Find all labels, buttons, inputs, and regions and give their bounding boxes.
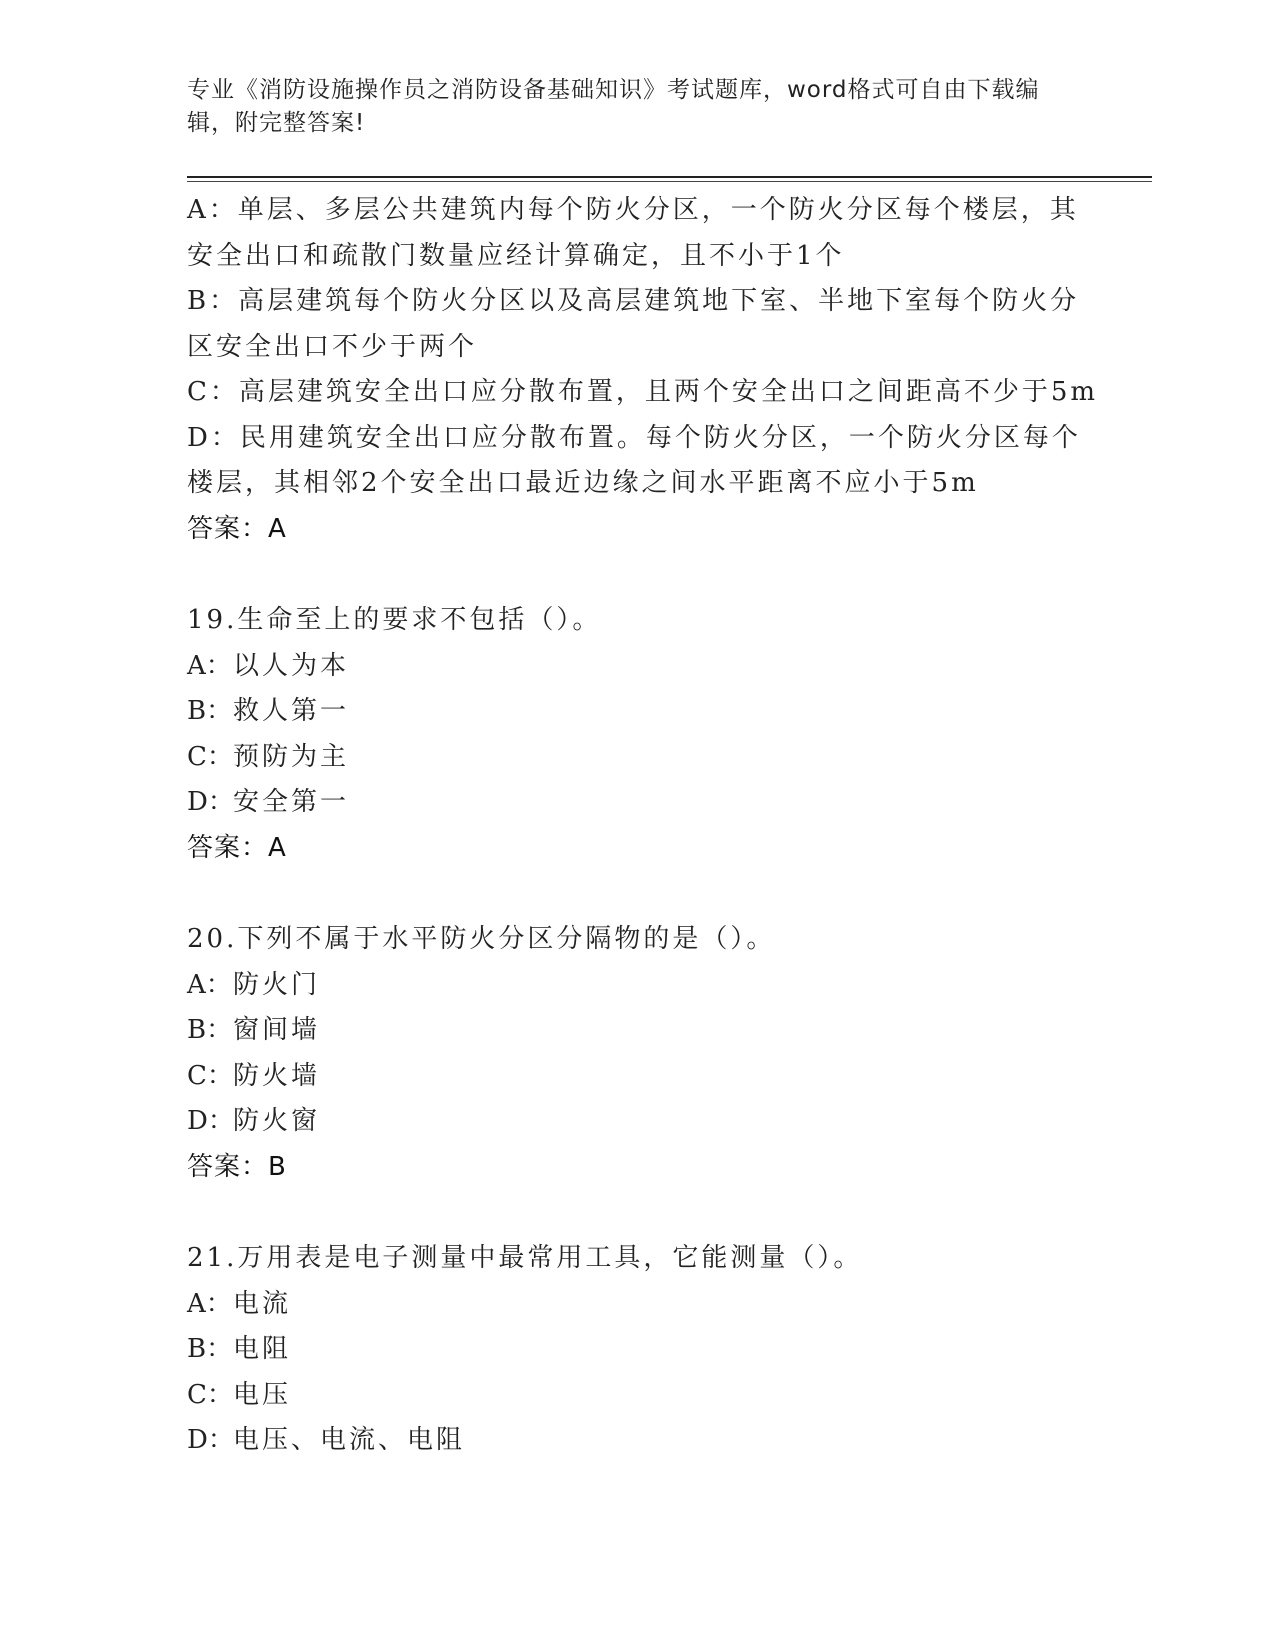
option-text: 电阻 — [233, 1334, 292, 1364]
question-text: 21.万用表是电子测量中最常用工具，它能测量（）。 — [187, 1243, 863, 1273]
option-letter: B： — [187, 1015, 233, 1045]
header-line-2: 辑，附完整答案! — [187, 110, 366, 136]
question-text: 20.下列不属于水平防火分区分隔物的是（）。 — [187, 924, 776, 954]
option-text: 预防为主 — [233, 741, 350, 772]
answer-text: 答案：A — [187, 832, 287, 863]
option-text: 电压 — [233, 1379, 292, 1410]
option-line: C：高层建筑安全出口应分散布置，且两个安全出口之间距高不少于5m — [187, 377, 1099, 407]
option-d — [187, 1099, 1087, 1145]
option-letter: B： — [187, 696, 233, 726]
option-letter: B： — [187, 1334, 233, 1364]
question-block-19 — [187, 598, 1087, 871]
header-line-1: 专业《消防设施操作员之消防设备基础知识》考试题库，word格式可自由下载编 — [187, 77, 1040, 103]
option-text: 电压、电流、电阻 — [233, 1425, 466, 1455]
header-divider-thin — [187, 181, 1152, 182]
option-letter: C： — [187, 1379, 233, 1410]
option-text: 电流 — [233, 1288, 292, 1319]
answer-text: 答案：A — [187, 513, 287, 544]
option-line: 区安全出口不少于两个 — [187, 331, 478, 362]
question-block-21 — [187, 1236, 1087, 1464]
header-divider-thick — [187, 176, 1152, 178]
option-letter: A： — [187, 650, 232, 681]
option-a — [187, 644, 1087, 690]
option-text: 安全第一 — [233, 787, 350, 817]
option-line: 楼层，其相邻2个安全出口最近边缘之间水平距离不应小于5m — [187, 468, 979, 498]
option-b — [187, 689, 1087, 735]
option-a — [187, 1282, 1087, 1328]
question-list — [187, 188, 1099, 1464]
option-text: 防火窗 — [233, 1106, 321, 1136]
option-text: 窗间墙 — [233, 1015, 321, 1045]
option-b — [187, 1327, 1087, 1373]
option-text: 以人为本 — [233, 650, 350, 681]
option-a — [187, 963, 1087, 1009]
option-letter: D： — [187, 1106, 234, 1136]
option-letter: A： — [187, 969, 232, 1000]
option-letter: A： — [187, 1288, 232, 1319]
option-line: A：单层、多层公共建筑内每个防火分区，一个防火分区每个楼层，其 — [187, 195, 1079, 225]
option-letter: C： — [187, 1060, 233, 1091]
document-header — [187, 74, 1067, 140]
option-line: D：民用建筑安全出口应分散布置。每个防火分区，一个防火分区每个 — [187, 422, 1081, 453]
question-block-20 — [187, 917, 1087, 1190]
option-letter: D： — [187, 1425, 234, 1455]
option-b — [187, 1008, 1087, 1054]
option-text: 防火门 — [233, 969, 321, 1000]
option-d — [187, 1418, 1087, 1464]
option-text: 救人第一 — [233, 696, 350, 726]
option-d — [187, 780, 1087, 826]
option-c — [187, 1373, 1087, 1419]
option-c — [187, 1054, 1087, 1100]
option-line: 安全出口和疏散门数量应经计算确定，且不小于1个 — [187, 240, 845, 271]
option-c — [187, 735, 1087, 781]
option-line: B：高层建筑每个防火分区以及高层建筑地下室、半地下室每个防火分 — [187, 286, 1080, 316]
question-text: 19.生命至上的要求不包括（）。 — [187, 605, 602, 635]
option-letter: C： — [187, 741, 233, 772]
question-block-18 — [187, 188, 1099, 552]
answer-text: 答案：B — [187, 1151, 287, 1182]
option-text: 防火墙 — [233, 1060, 321, 1091]
option-letter: D： — [187, 787, 234, 817]
